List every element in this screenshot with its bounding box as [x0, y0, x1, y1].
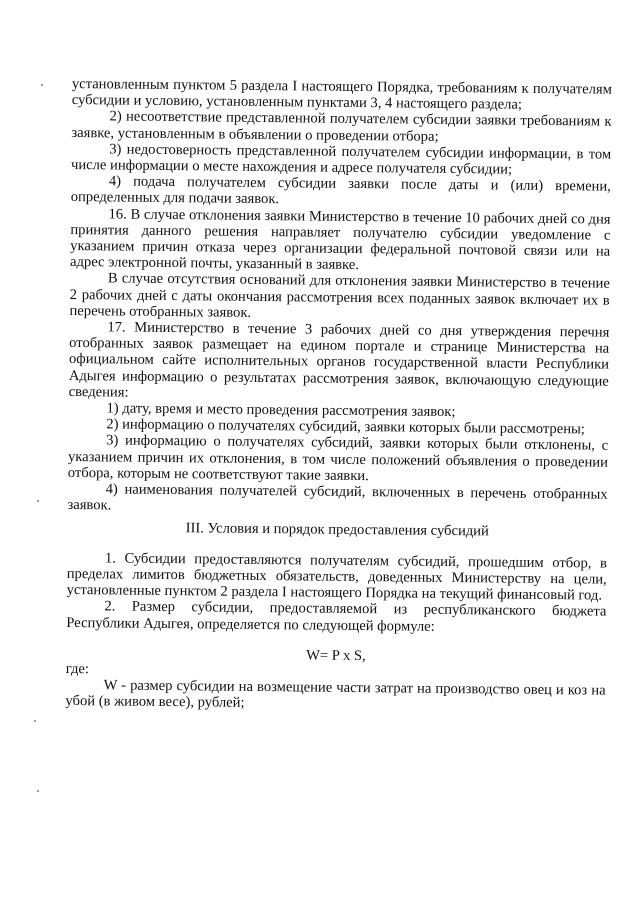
paragraph: установленным пунктом 5 раздела I настоящего Порядка, требованиям к получателям субсидии и условию, установленным пунктами 3, 4 настоящего раздела;: [71, 76, 612, 113]
definition: W - размер субсидии на возмещение части затрат на производство овец и коз на убой (в живом весе), рублей;: [65, 677, 606, 712]
list-item: 1) дату, время и место проведения рассмотрения заявок;: [106, 400, 456, 421]
scan-speck: [41, 84, 43, 86]
list-item: 4) наименования получателей субсидий, включенных в перечень отобранных заявок.: [67, 481, 608, 514]
paragraph: 1. Субсидии предоставляются получателям субсидий, прошедшим отбор, в пределах лимитов бюджетных обязательств, доведенных Министерству на цели, установленные пунктом 2 раздела I настоящего Порядка на текущий финансовый год.: [66, 550, 608, 604]
paragraph: 2) несоответствие представленной получателем субсидии заявки требованиям к заявке, установленным в объявлении о проведении отбора;: [71, 108, 612, 145]
where-label: где:: [65, 660, 90, 678]
paragraph: 16. В случае отклонения заявки Министерство в течение 10 рабочих дней со дня принятия данного решения направляет получателю субсидии уведомление с указанием причин отказа через организации федеральной почтовой связи или на адрес электронной почты, указанный в заявке.: [69, 206, 611, 274]
paragraph: 4) подача получателем субсидии заявки после даты и (или) времени, определенных для подачи заявок.: [70, 173, 611, 208]
scan-speck: [34, 720, 36, 722]
formula: W= P x S,: [306, 647, 366, 664]
paragraph: 17. Министерство в течение 3 рабочих дней со дня утверждения перечня отобранных заявок размещает на едином портале и странице Министерства на официальном сайте исполнительных органов государственной власти Республики Адыгея информацию о результатах рассмотрения заявок, включающую следующие сведения:: [68, 319, 610, 401]
paragraph: 3) недостоверность представленной получателем субсидии информации, в том числе информации о месте нахождения и адресе получателя субсидии;: [70, 141, 612, 178]
paragraph: 2. Размер субсидии, предоставляемой из республиканского бюджета Республики Адыгея, определяется по следующей формуле:: [66, 598, 607, 635]
document-body: [65, 76, 612, 715]
scan-speck: [37, 790, 39, 792]
list-item: 3) информацию о получателях субсидий, заявки которых были отклонены, с указанием причин их отклонения, в том числе положений объявления о проведении отбора, которым не соответствуют такие заявки.: [67, 432, 609, 485]
scan-speck: [37, 500, 39, 502]
paragraph: В случае отсутствия оснований для отклонения заявки Министерство в течение 2 рабочих дней с даты окончания рассмотрения всех поданных заявок включает их в перечень отобранных заявок.: [69, 270, 610, 321]
section-title: III. Условия и порядок предоставления субсидий: [185, 520, 489, 540]
list-item: 2) информацию о получателях субсидий, заявки которых были рассмотрены;: [106, 416, 585, 438]
